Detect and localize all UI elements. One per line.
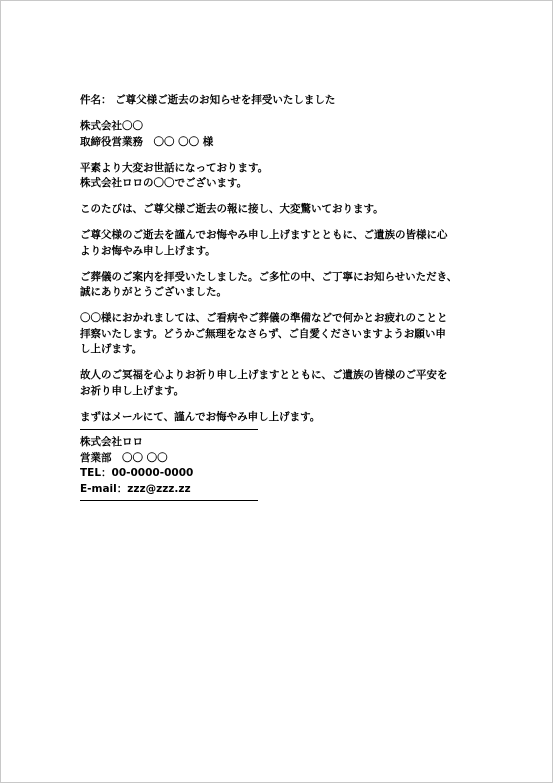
paragraph-line: 拝察いたします。どうかご無理をなさらず、ご自愛くださいますようお願い申 — [80, 327, 446, 340]
paragraph-condolence-notice — [80, 202, 480, 218]
recipient-name: 取締役営業務 〇〇 〇〇 様 — [80, 135, 214, 148]
paragraph-prayer — [80, 368, 480, 399]
paragraph-line: まずはメールにて、謹んでお悔やみ申し上げます。 — [80, 410, 321, 423]
signature-divider-bottom — [80, 500, 258, 501]
signature-divider-top — [80, 429, 258, 430]
recipient-company: 株式会社〇〇 — [80, 120, 143, 132]
signature-block — [80, 435, 480, 497]
paragraph-condolence — [80, 228, 480, 259]
paragraph-closing — [80, 410, 480, 426]
paragraph-line: 誠にありがとうございました。 — [80, 286, 227, 298]
signature-email: E-mail：zzz@zzz.zz — [80, 482, 191, 495]
paragraph-self-care — [80, 311, 480, 358]
paragraph-funeral-notice — [80, 270, 480, 301]
subject-block — [80, 93, 480, 109]
paragraph-line: 〇〇様におかれましては、ご看病やご葬儀の準備などで何かとお疲れのことと — [80, 312, 448, 324]
paragraph-line: ご葬儀のご案内を拝受いたしました。ご多忙の中、ご丁寧にお知らせいただき、 — [80, 270, 458, 283]
paragraph-line: よりお悔やみ申し上げます。 — [80, 244, 216, 257]
signature-company: 株式会社ロロ — [80, 436, 143, 448]
paragraph-line: ご尊父様のご逝去を謹んでお悔やみ申し上げますとともに、ご遺族の皆様に心 — [80, 229, 448, 241]
paragraph-line: し上げます。 — [80, 343, 143, 355]
signature-tel: TEL：00-0000-0000 — [80, 467, 194, 479]
paragraph-line: このたびは、ご尊父様ご逝去の報に接し、大変驚いております。 — [80, 203, 384, 215]
paragraph-line: 故人のご冥福を心よりお祈り申し上げますとともに、ご遺族の皆様のご平安を — [80, 369, 448, 381]
signature-name: 営業部 〇〇 〇〇 — [80, 451, 168, 464]
subject-line: 件名： ご尊父様ご逝去のお知らせを拝受いたしました — [80, 94, 336, 106]
letter-body — [80, 93, 480, 506]
greeting-line: 平素より大変お世話になっております。 — [80, 161, 269, 174]
paragraph-line: お祈り申し上げます。 — [80, 384, 185, 397]
recipient-block — [80, 119, 480, 150]
greeting-line: 株式会社ロロの〇〇でございます。 — [80, 177, 248, 189]
greeting-block — [80, 161, 480, 192]
